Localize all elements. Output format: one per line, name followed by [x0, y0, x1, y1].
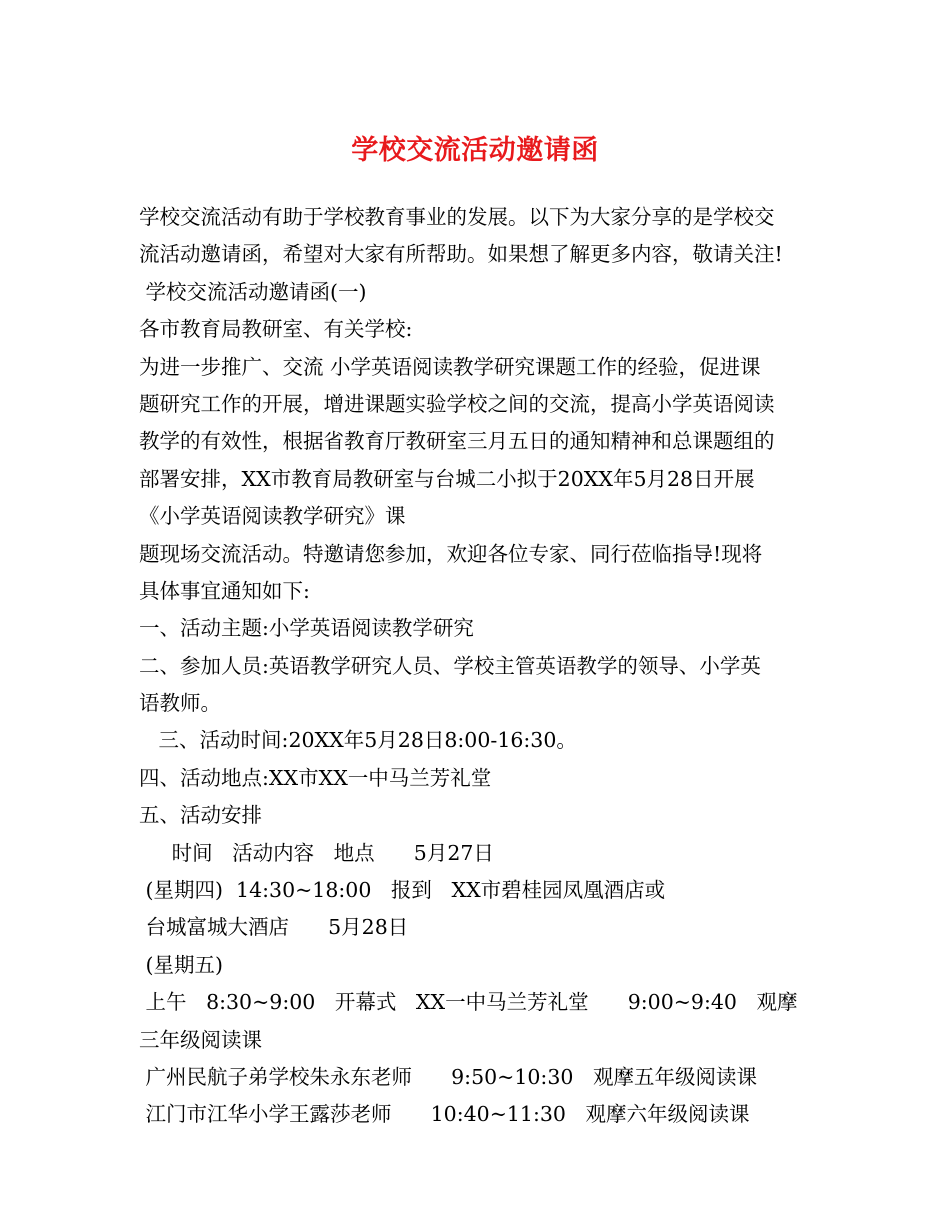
paragraph-line: 流活动邀请函，希望对大家有所帮助。如果想了解更多内容，敬请关注!: [139, 242, 783, 267]
schedule-row: (星期四) 14:30~18:00 报到 XX市碧桂园凤凰酒店或: [139, 878, 666, 903]
schedule-header: 时间 活动内容 地点 5月27日: [139, 840, 494, 865]
schedule-row: 江门市江华小学王露莎老师 10:40~11:30 观摩六年级阅读课: [139, 1102, 750, 1127]
list-item-participants: 二、参加人员:英语教学研究人员、学校主管英语教学的领导、小学英: [139, 653, 761, 678]
schedule-row: (星期五): [139, 952, 224, 977]
list-item-time: 三、活动时间:20XX年5月28日8:00-16:30。: [139, 728, 577, 753]
schedule-row: 广州民航子弟学校朱永东老师 9:50~10:30 观摩五年级阅读课: [139, 1064, 757, 1089]
paragraph-line: 学校交流活动有助于学校教育事业的发展。以下为大家分享的是学校交: [139, 205, 775, 229]
paragraph-line: 教学的有效性，根据省教育厅教研室三月五日的通知精神和总课题组的: [139, 429, 775, 454]
paragraph-line: 具体事宜通知如下:: [139, 578, 310, 603]
paragraph-line: 部署安排，XX市教育局教研室与台城二小拟于20XX年5月28日开展: [139, 466, 755, 491]
list-item-participants-cont: 语教师。: [139, 691, 221, 716]
schedule-row: 上午 8:30~9:00 开幕式 XX一中马兰芳礼堂 9:00~9:40 观摩: [139, 990, 798, 1015]
paragraph-line: 《小学英语阅读教学研究》课: [139, 504, 406, 529]
document-title: 学校交流活动邀请函: [351, 135, 599, 166]
list-item-location: 四、活动地点:XX市XX一中马兰芳礼堂: [139, 765, 492, 790]
salutation: 各市教育局教研室、有关学校:: [139, 317, 413, 342]
section-heading: 学校交流活动邀请函(一): [139, 279, 367, 304]
schedule-row: 三年级阅读课: [139, 1027, 262, 1052]
paragraph-line: 为进一步推广、交流 小学英语阅读教学研究课题工作的经验，促进课: [139, 354, 761, 379]
paragraph-line: 题现场交流活动。特邀请您参加，欢迎各位专家、同行莅临指导!现将: [139, 541, 763, 566]
schedule-row: 台城富城大酒店 5月28日: [139, 915, 409, 940]
list-item-theme: 一、活动主题:小学英语阅读教学研究: [139, 616, 474, 641]
document-body: [139, 199, 829, 1134]
paragraph-line: 题研究工作的开展，增进课题实验学校之间的交流，提高小学英语阅读: [139, 391, 775, 416]
list-item-schedule: 五、活动安排: [139, 803, 262, 828]
